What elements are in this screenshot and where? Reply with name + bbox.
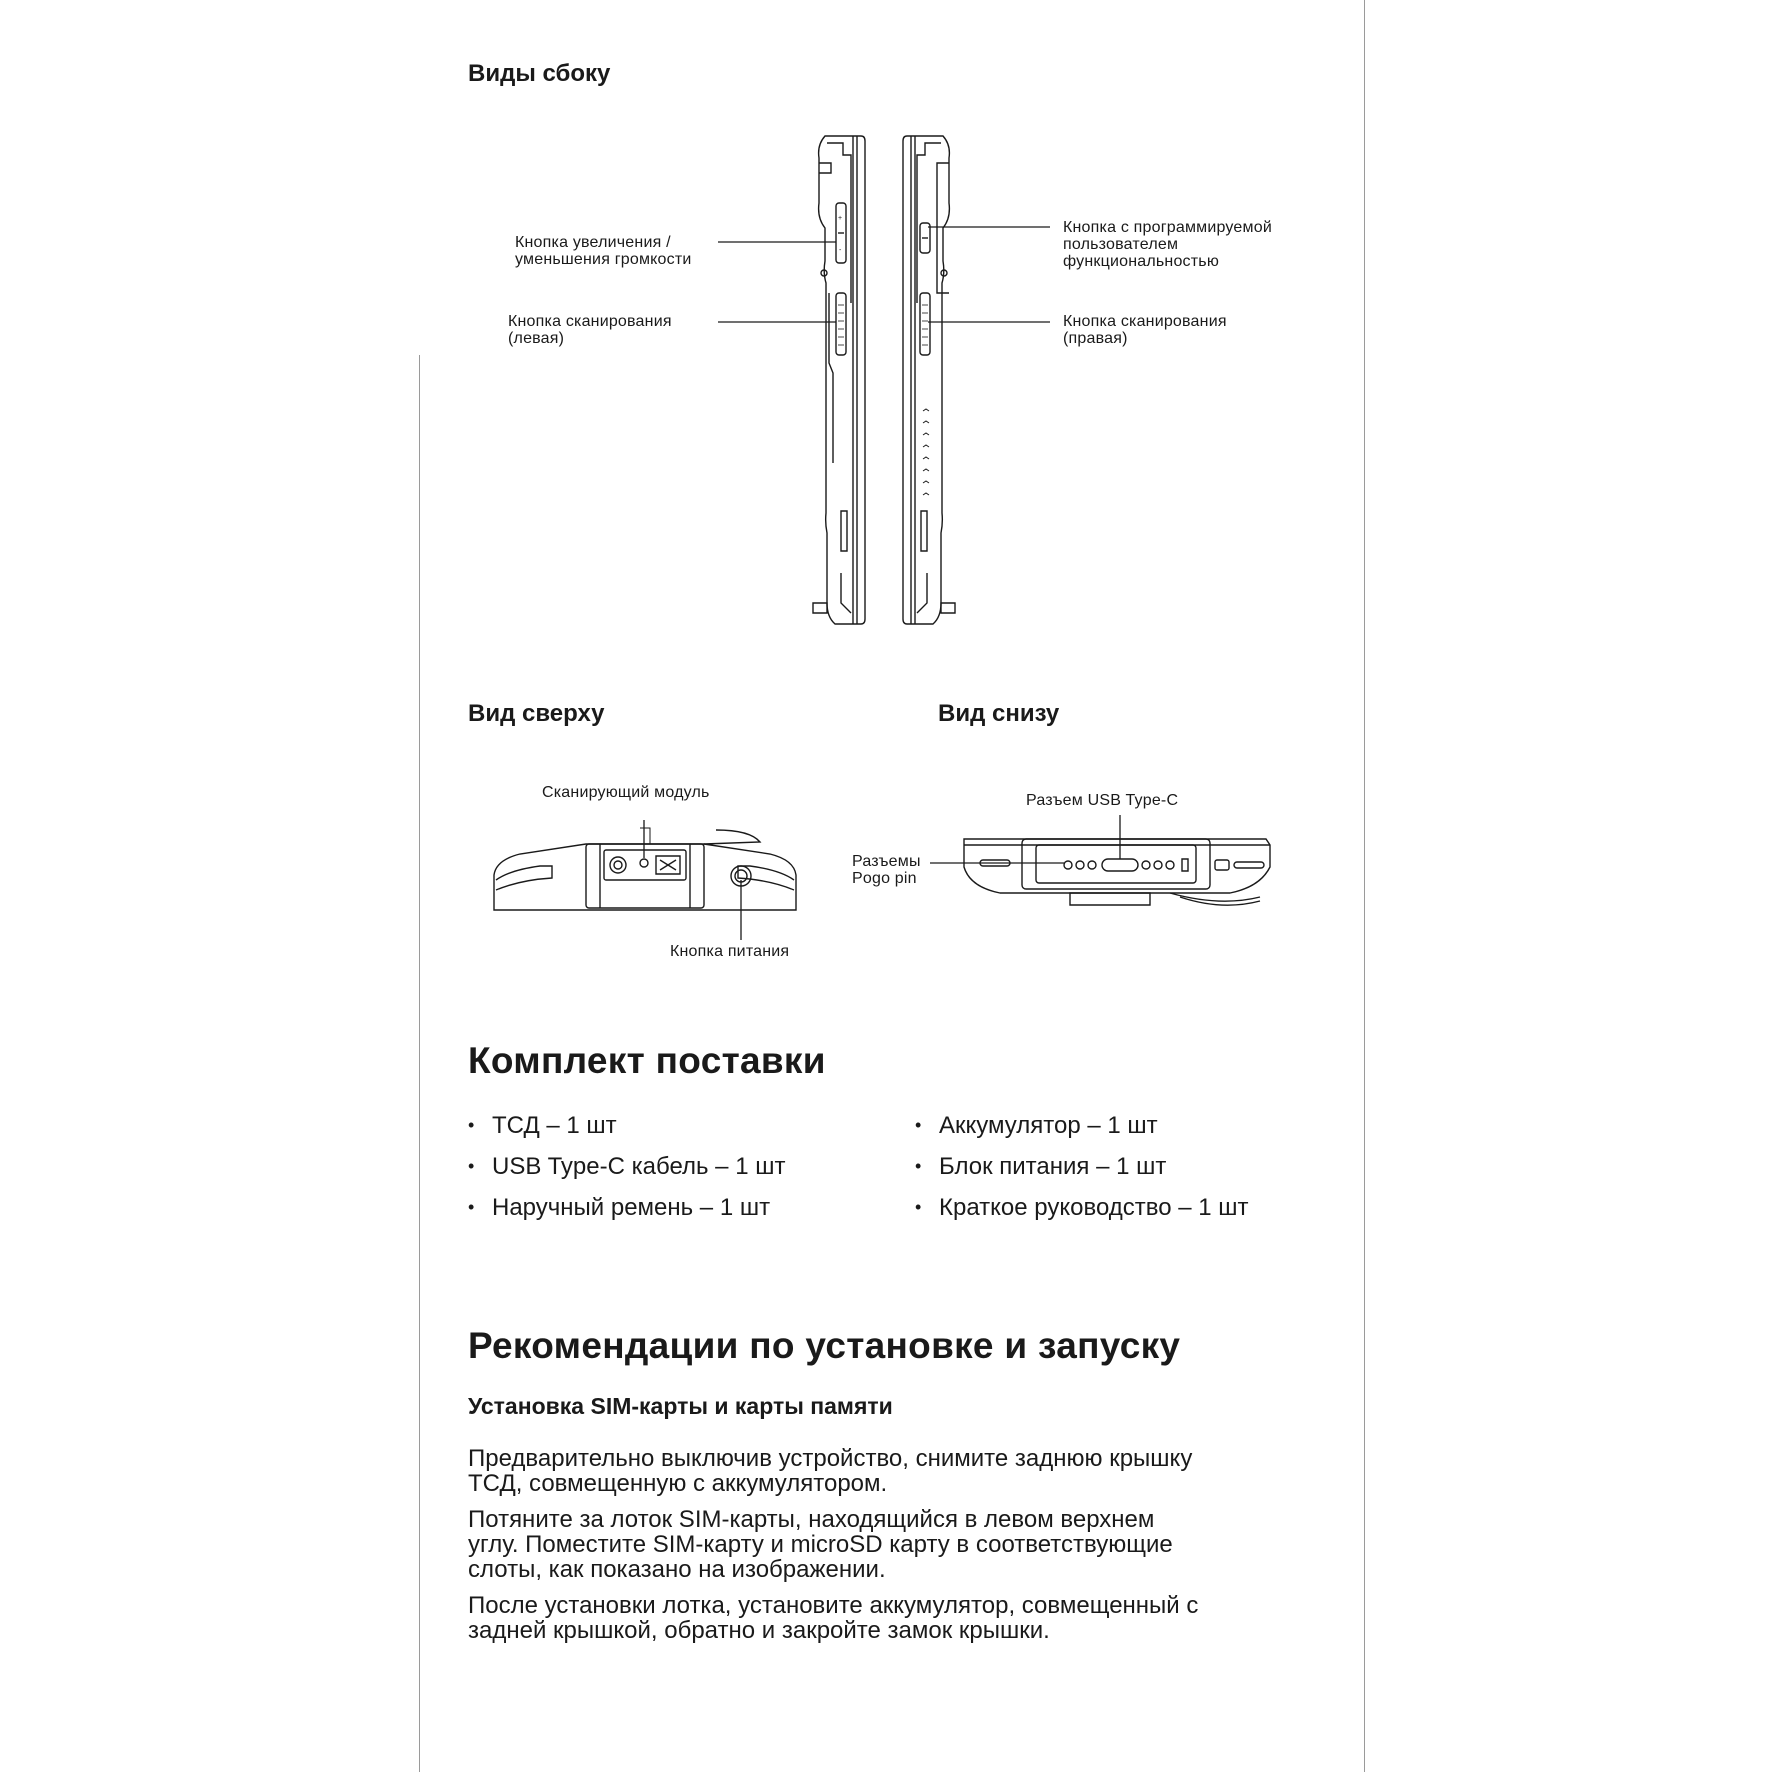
kit-list-right (915, 1105, 1249, 1228)
scan-module-label: Сканирующий модуль (542, 784, 710, 801)
scan-button-left-label: Кнопка сканирования (левая) (508, 313, 672, 347)
bottom-view-drawing (960, 815, 1275, 915)
sim-install-subtitle: Установка SIM-карты и карты памяти (468, 1393, 893, 1419)
programmable-button-label: Кнопка с программируемой пользователем функциональностью (1063, 219, 1272, 270)
volume-button-label: Кнопка увеличения / уменьшения громкости (515, 234, 692, 268)
kit-item: • Аккумулятор – 1 шт (915, 1112, 1158, 1139)
recommendations-title: Рекомендации по установке и запуску (468, 1325, 1181, 1366)
kit-item: • Блок питания – 1 шт (915, 1153, 1167, 1180)
top-view-drawing (490, 820, 800, 920)
kit-title: Комплект поставки (468, 1040, 826, 1081)
kit-item: • Краткое руководство – 1 шт (915, 1194, 1249, 1221)
kit-item: • USB Type-C кабель – 1 шт (468, 1153, 786, 1180)
svg-text:+: + (838, 215, 843, 222)
svg-text:-: - (839, 247, 842, 254)
kit-item: • Наручный ремень – 1 шт (468, 1194, 771, 1221)
left-divider (419, 355, 420, 1772)
usb-port-label: Разъем USB Type-C (1026, 792, 1179, 809)
side-views-title: Виды сбоку (468, 60, 611, 87)
scan-button-right-label: Кнопка сканирования (правая) (1063, 313, 1227, 347)
instruction-paragraph: После установки лотка, установите аккумулятор, совмещенный с задней крышкой, обратно и закройте замок крышки. (468, 1592, 1199, 1644)
power-button-label: Кнопка питания (670, 943, 790, 960)
side-views-leader-lines (0, 0, 1772, 400)
instruction-paragraph: Предварительно выключив устройство, снимите заднюю крышку ТСД, совмещенную с аккумулятором. (468, 1445, 1193, 1497)
instruction-paragraph: Потяните за лоток SIM-карты, находящийся в левом верхнем углу. Поместите SIM-карту и microSD карту в соответствующие слоты, как показано на изображении. (468, 1506, 1173, 1583)
pogo-pin-label: Разъемы Pogo pin (852, 853, 921, 887)
kit-list-left (468, 1105, 785, 1228)
kit-item: • ТСД – 1 шт (468, 1112, 617, 1139)
top-view-title: Вид сверху (468, 700, 605, 727)
bottom-view-title: Вид снизу (938, 700, 1060, 727)
